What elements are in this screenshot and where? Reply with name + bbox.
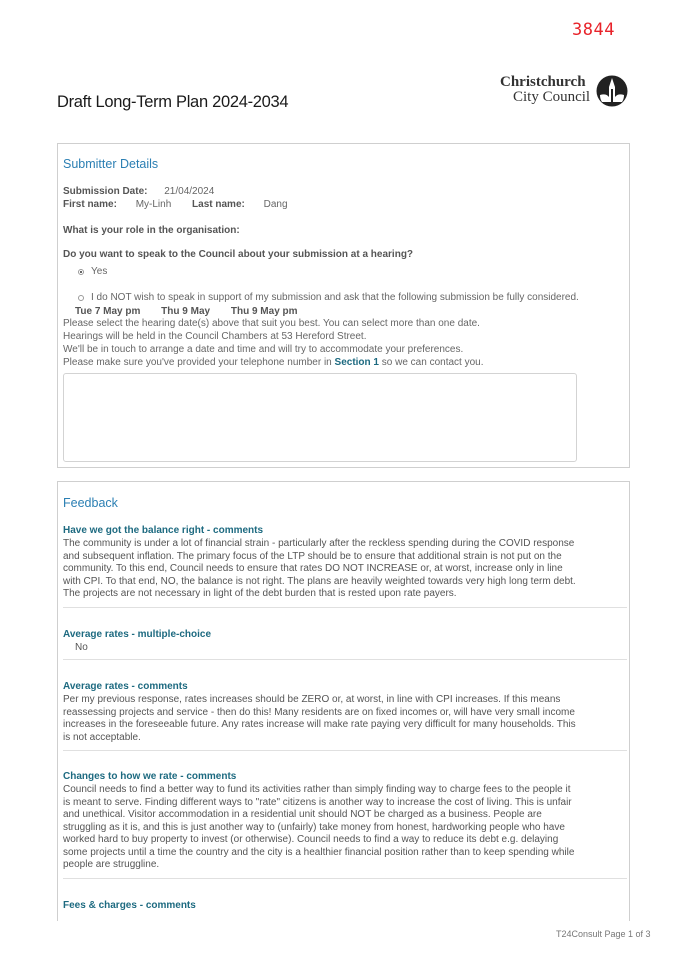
role-question: What is your role in the organisation: [63, 225, 240, 236]
submission-date-value: 21/04/2024 [164, 186, 215, 197]
info-line-4-start: Please make sure you've provided your telephone number in [63, 357, 332, 368]
hearing-date-1[interactable]: Tue 7 May pm [75, 306, 141, 317]
question-answer: No [75, 642, 88, 653]
logo-text-line1: Christchurch [500, 74, 586, 90]
divider [63, 659, 627, 660]
question-title: Changes to how we rate - comments [63, 771, 237, 782]
submitter-details-heading: Submitter Details [63, 157, 159, 171]
radio-yes-label: Yes [91, 266, 108, 277]
radio-yes[interactable] [78, 269, 84, 275]
hearing-dates [75, 306, 316, 317]
first-name-label: First name: [63, 199, 117, 210]
question-answer: Council needs to find a better way to fund its activities rather than simply finding way to charge fees to the people it is meant to serve. Finding different ways to "rate" citizens is another way to increase the cost of living. This is unfair and unethical. Visitor accommodation in a residential unit should NOT be charged as a business. People are struggling as it is, and this is just another way to (unfairly) take money from honest, hardworking people who have worked hard to buy property to invest (or otherwise). Council needs to find a way to reduce its debt e.g. delaying some projects until a time the country and the city is a healthier financial position rather than to keep spending while people are struggline. [63, 784, 575, 870]
radio-no-hearing[interactable] [78, 295, 84, 301]
divider [63, 607, 627, 608]
submitter-details-panel [57, 143, 630, 468]
cathedral-icon [596, 75, 628, 107]
feedback-heading: Feedback [63, 496, 118, 510]
name-row [63, 199, 288, 212]
question-answer: Per my previous response, rates increases should be ZERO or, at worst, in line with CPI increases. If this means reassessing projects and service - then do this! Many residents are on fixed incomes or, will have very small income increases in the foreseeable future. Any rates increase will make rate paying very difficult for many households. This is not acceptable. [63, 694, 576, 743]
question-title: Have we got the balance right - comments [63, 525, 264, 536]
info-line-1: Please select the hearing date(s) above that suit you best. You can select more than one date. [63, 318, 480, 329]
info-line-3: We'll be in touch to arrange a date and time and will try to accommodate your preferences. [63, 344, 464, 355]
last-name-label: Last name: [192, 199, 245, 210]
hearing-question: Do you want to speak to the Council about your submission at a hearing? [63, 249, 414, 260]
last-name-value: Dang [263, 199, 288, 210]
logo-text-line2: City Council [513, 89, 591, 105]
first-name-value: My-Linh [135, 199, 172, 210]
divider [63, 750, 627, 751]
feedback-panel [57, 481, 630, 921]
divider [63, 878, 627, 879]
page-footer: T24Consult Page 1 of 3 [556, 929, 651, 939]
page-stamp: 3844 [572, 20, 615, 40]
submission-date-label: Submission Date: [63, 186, 148, 197]
question-title: Average rates - multiple-choice [63, 629, 212, 640]
submission-date-row [63, 186, 214, 199]
hearing-date-3[interactable]: Thu 9 May pm [230, 306, 298, 317]
council-logo [500, 74, 630, 110]
question-title: Average rates - comments [63, 681, 188, 692]
document-title: Draft Long-Term Plan 2024-2034 [57, 93, 289, 111]
info-line-4 [63, 357, 484, 370]
info-line-2: Hearings will be held in the Council Chambers at 53 Hereford Street. [63, 331, 367, 342]
info-line-4-end: so we can contact you. [381, 357, 484, 368]
question-title: Fees & charges - comments [63, 900, 196, 911]
radio-no-hearing-label: I do NOT wish to speak in support of my submission and ask that the following submission be fully considered. [91, 292, 579, 303]
submitter-comment-box[interactable] [63, 373, 577, 462]
section-1-link[interactable]: Section 1 [334, 357, 379, 368]
question-answer: The community is under a lot of financial strain - particularly after the reckless spending during the COVID response and subsequent inflation. The primary focus of the LTP should be to ensure that additional strain is not put on the community. To this end, Council needs to ensure that rates DO NOT INCREASE or, at worst, increase only in line with CPI. To that end, NO, the balance is not right. The plans are heavily weighted towards very high long term debt. The projects are not necessary in light of the debt burden that is rested upon rate payers. [63, 538, 576, 599]
hearing-date-2[interactable]: Thu 9 May [161, 306, 211, 317]
